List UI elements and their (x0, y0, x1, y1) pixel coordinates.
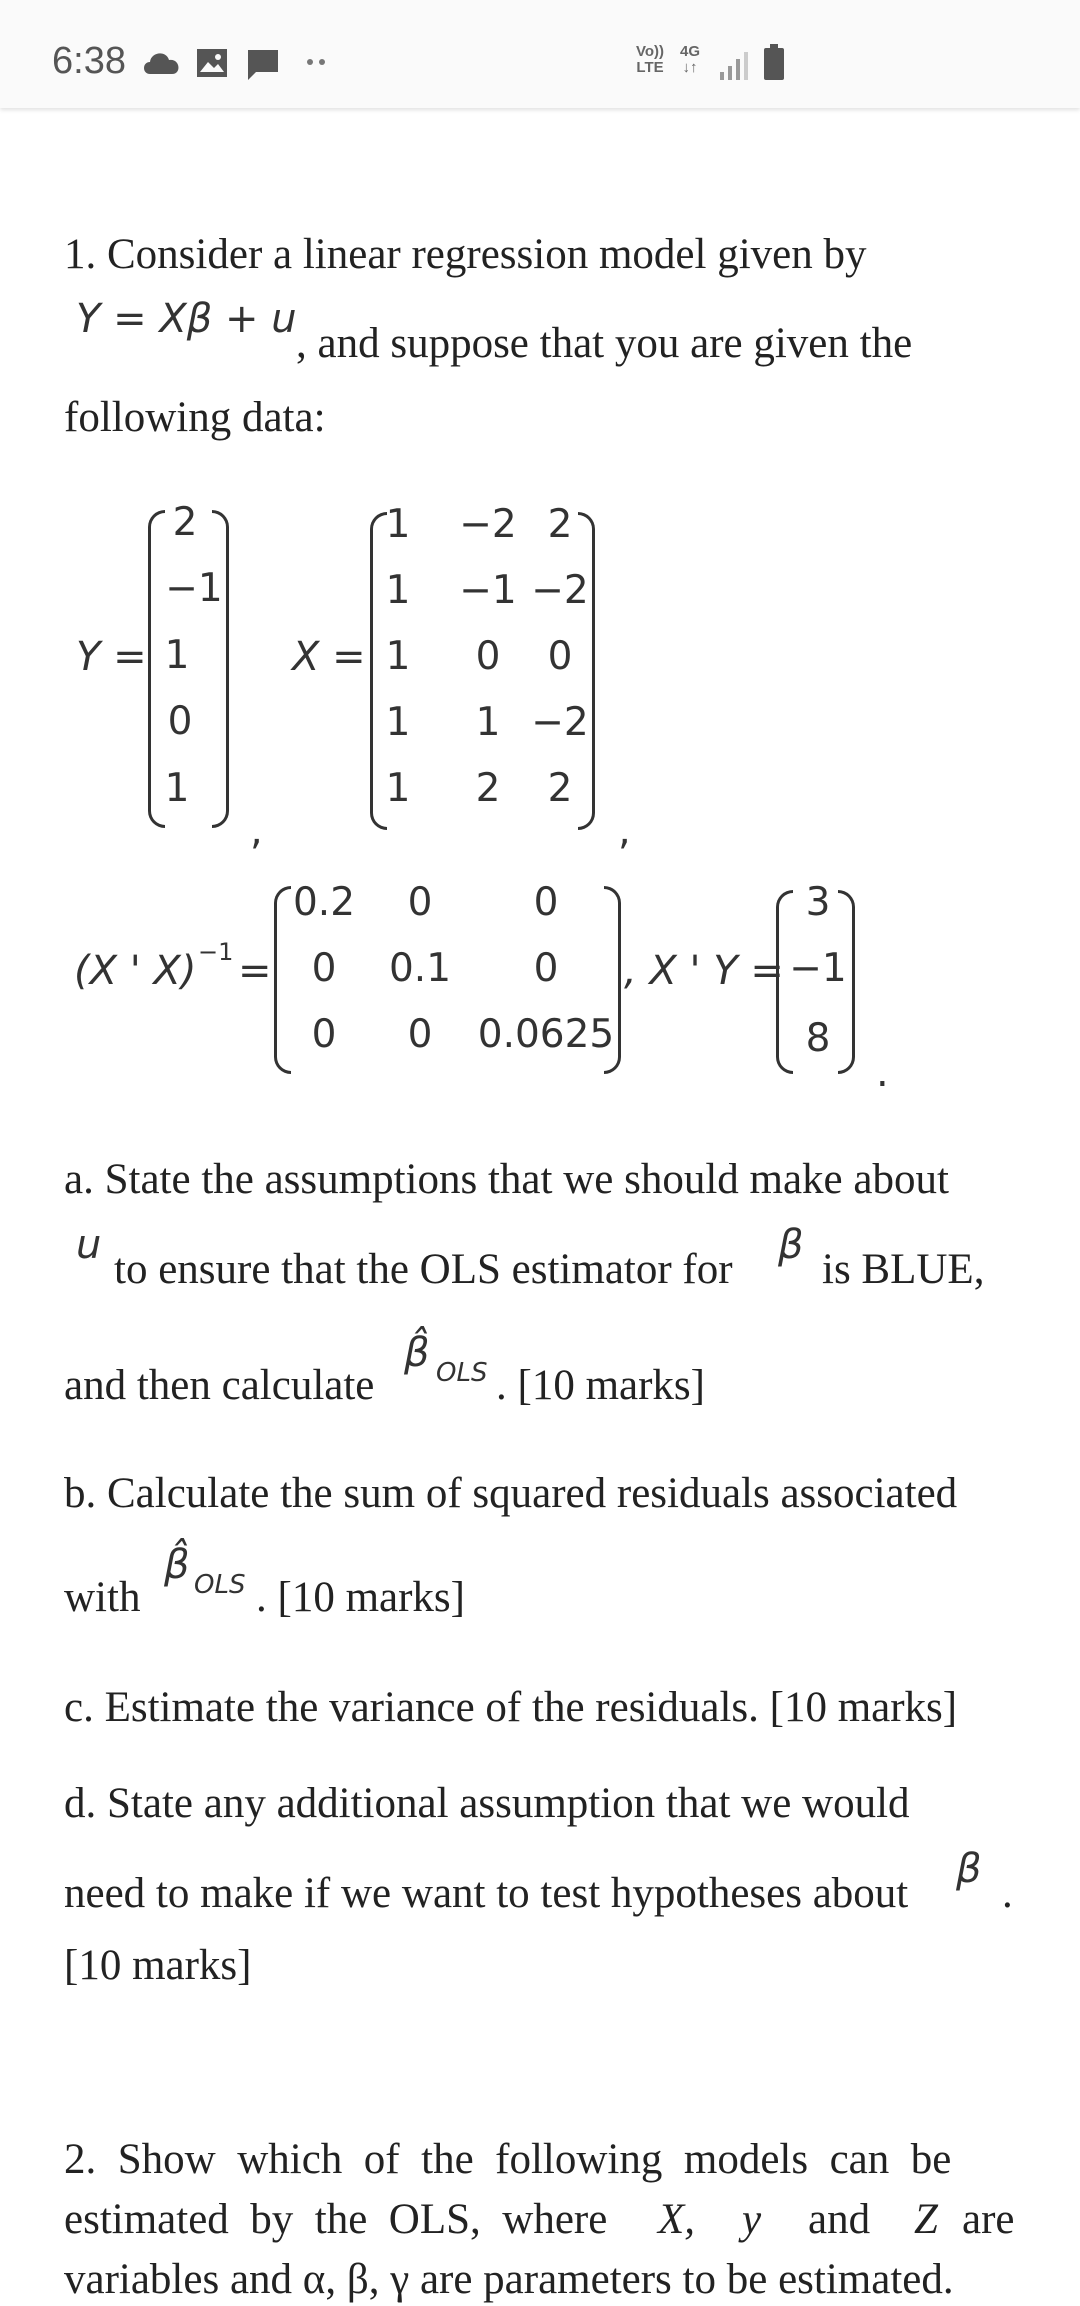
x-cell: 2 (547, 766, 573, 811)
x-cell: 2 (547, 502, 573, 547)
x-cell: 1 (385, 634, 411, 679)
part-a-line2-end: is BLUE, (822, 1246, 985, 1293)
xtx-inv-cell: 0 (311, 946, 337, 991)
status-bar (0, 0, 1080, 108)
xty-label: , X ' Y = (624, 948, 784, 994)
x-cell: 1 (385, 766, 411, 811)
xtx-inv-cell: 0 (407, 1012, 433, 1057)
xty-cell: −1 (789, 946, 847, 991)
cloud-icon (142, 48, 182, 78)
part-b-line2: with (64, 1574, 141, 1621)
beta-hat-symbol: β̂ (164, 1542, 190, 1588)
part-a-line2: to ensure that the OLS estimator for (114, 1246, 733, 1293)
part-b-line1: b. Calculate the sum of squared residuals associated (64, 1470, 958, 1517)
beta-hat-symbol: β̂ (404, 1330, 430, 1376)
xtx-inv-label: (X ' X) (74, 948, 197, 994)
beta-symbol: β (956, 1846, 982, 1892)
q2-var-x: X, (658, 2196, 696, 2243)
part-c-line: c. Estimate the variance of the residuals. [10 marks] (64, 1684, 958, 1731)
u-symbol: u (76, 1222, 102, 1268)
y-cell: 2 (172, 500, 198, 545)
part-a-line1: a. State the assumptions that we should make about (64, 1156, 949, 1203)
part-b-marks: . [10 marks] (256, 1574, 465, 1621)
x-cell: 1 (385, 700, 411, 745)
q2-line2: estimated by the OLS, where (64, 2196, 608, 2243)
volte-indicator: Vo)) LTE (636, 43, 665, 76)
xtx-inv-cell: 0 (533, 880, 559, 925)
y-cell: 0 (167, 699, 193, 744)
xtx-inv-cell: 0.1 (388, 946, 452, 991)
y-cell: 1 (164, 633, 190, 678)
q2-line3: variables and α, β, γ are parameters to be estimated. (64, 2256, 954, 2303)
x-cell: 0 (475, 634, 501, 679)
xtx-inv-cell: 0 (311, 1012, 337, 1057)
more-dots-icon (306, 58, 326, 66)
ols-subscript: OLS (436, 1358, 488, 1388)
status-time: 6:38 (52, 40, 126, 82)
q1-intro-line1: 1. Consider a linear regression model given by (64, 231, 867, 278)
x-cell: 1 (475, 700, 501, 745)
y-label: Y = (76, 634, 147, 680)
x-cell: 1 (385, 502, 411, 547)
xtx-inv-superscript: −1 (198, 938, 234, 966)
equals-sign: = (238, 948, 272, 994)
q2-are: are (962, 2196, 1015, 2243)
ols-subscript: OLS (194, 1570, 246, 1600)
xtx-inv-cell: 0 (533, 946, 559, 991)
x-cell: 1 (385, 568, 411, 613)
x-cell: −1 (459, 568, 517, 613)
xtx-inv-cell: 0.2 (292, 880, 356, 925)
part-a-line3: and then calculate (64, 1362, 375, 1409)
period: . (876, 1050, 889, 1096)
4g-indicator: 4G ↓↑ (680, 43, 701, 76)
q1-model-equation: Y = Xβ + u (76, 296, 297, 342)
x-cell: 0 (547, 634, 573, 679)
battery-icon (764, 48, 784, 80)
part-d-marks: [10 marks] (64, 1942, 252, 1989)
q1-intro-line3: following data: (64, 394, 326, 441)
q2-var-z: Z (914, 2196, 938, 2243)
y-right-paren (212, 510, 229, 828)
beta-symbol: β (778, 1222, 804, 1268)
xtx-inv-cell: 0 (407, 880, 433, 925)
xtx-inv-cell: 0.0625 (477, 1012, 615, 1057)
comma: , (618, 808, 631, 854)
part-a-marks: . [10 marks] (496, 1362, 705, 1409)
x-label: X = (292, 634, 366, 680)
q1-intro-line2: , and suppose that you are given the (296, 320, 913, 367)
part-d-period: . (1002, 1870, 1013, 1917)
part-d-line1: d. State any additional assumption that we would (64, 1780, 910, 1827)
image-icon (196, 48, 228, 78)
x-cell: 2 (475, 766, 501, 811)
signal-icon (720, 50, 752, 80)
part-d-line2: need to make if we want to test hypotheses about (64, 1870, 909, 1917)
comma: , (250, 808, 263, 854)
xty-cell: 3 (805, 880, 831, 925)
q2-and: and (808, 2196, 871, 2243)
x-cell: −2 (531, 568, 589, 613)
q2-var-y: y (742, 2196, 762, 2243)
x-cell: −2 (531, 700, 589, 745)
y-cell: 1 (164, 766, 190, 811)
message-icon (246, 48, 280, 82)
y-cell: −1 (165, 566, 223, 611)
xty-cell: 8 (805, 1016, 831, 1061)
q2-line1: 2. Show which of the following models can be (64, 2136, 952, 2183)
x-cell: −2 (459, 502, 517, 547)
